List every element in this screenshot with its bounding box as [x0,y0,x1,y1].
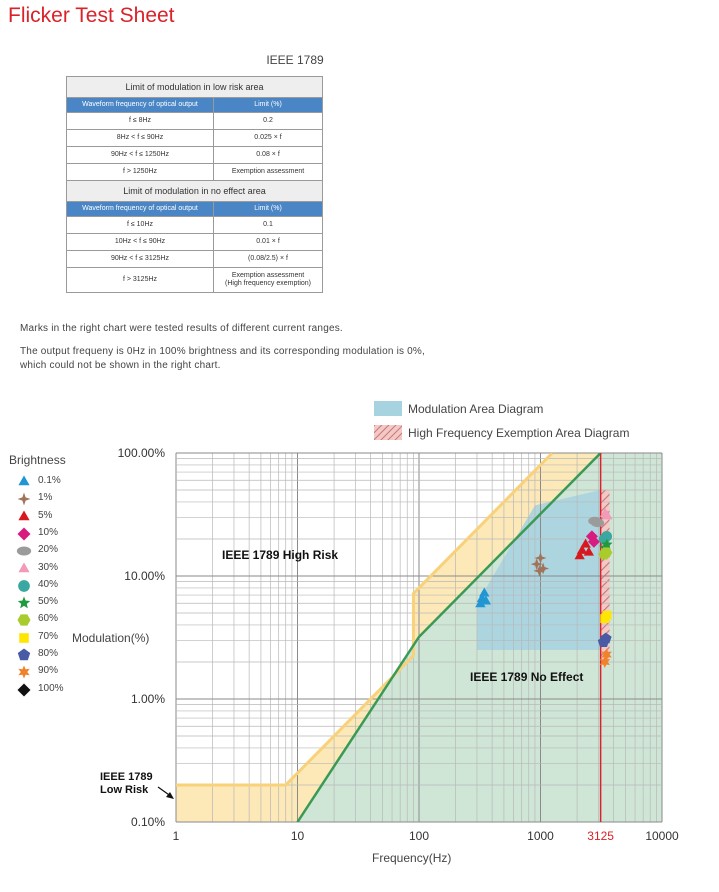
brightness-legend-label: 70% [38,630,59,642]
no-effect-label: IEEE 1789 No Effect [470,670,584,684]
table-cell-line: (High frequency exemption) [225,280,311,287]
table-cell: 90Hz < f ≤ 3125Hz [67,251,214,268]
y-tick-label: 0.10% [130,815,165,829]
table-cell: 90Hz < f ≤ 1250Hz [67,147,214,164]
brightness-legend-label: 10% [38,526,59,538]
modulation-area-label: Modulation Area Diagram [408,402,544,416]
table-cell: (0.08/2.5) × f [214,251,323,268]
brightness-legend-label: 20% [38,544,59,556]
table-cell: f ≤ 8Hz [67,113,214,130]
low-risk-title: Limit of modulation in low risk area [67,77,323,98]
x-tick-label: 1 [172,829,180,843]
table-cell: f > 1250Hz [67,164,214,181]
table-cell: 10Hz < f ≤ 90Hz [67,234,214,251]
table-cell: Exemption assessment [214,164,323,181]
brightness-legend-label: 5% [38,509,53,521]
x-tick-label: 3125 [587,829,614,843]
x-axis-title: Frequency(Hz) [372,851,452,865]
y-tick-label: 100.00% [117,446,165,460]
data-point [603,611,612,620]
x-tick-label: 100 [408,829,430,843]
brightness-legend-label: 30% [38,561,59,573]
note-marks: Marks in the right chart were tested results of different current ranges. [20,323,343,334]
y-tick-label: 10.00% [124,569,165,583]
table-cell: f > 3125Hz [67,268,214,293]
y-tick-label: 1.00% [130,692,165,706]
table-cell: 0.01 × f [214,234,323,251]
low-risk-label-line: IEEE 1789 [100,771,153,783]
high-risk-label: IEEE 1789 High Risk [222,548,339,562]
low-risk-label-line: Low Risk [100,784,149,796]
table-cell-line: Exemption assessment [231,271,305,279]
table-header-frequency: Waveform frequency of optical output [67,98,214,113]
page-title: Flicker Test Sheet [8,4,175,27]
note-output-frequency: The output frequeny is 0Hz in 100% brightness and its corresponding modulation is 0%, which could not be shown in the right chart. [20,346,426,371]
table-header-frequency: Waveform frequency of optical output [67,202,214,217]
table-cell: 8Hz < f ≤ 90Hz [67,130,214,147]
brightness-legend-label: 100% [38,682,64,694]
x-tick-label: 10 [290,829,305,843]
no-effect-title: Limit of modulation in no effect area [67,181,323,202]
brightness-legend-label: 1% [38,492,53,504]
table-cell: 0.025 × f [214,130,323,147]
table-header-limit: Limit (%) [214,98,323,113]
brightness-legend-label: 90% [38,665,59,677]
hf-exemption-label: High Frequency Exemption Area Diagram [408,426,630,440]
table-cell: f ≤ 10Hz [67,217,214,234]
brightness-legend-label: 0.1% [38,475,61,486]
table-cell: 0.08 × f [214,147,323,164]
data-point [591,519,604,527]
brightness-legend-label: 80% [38,648,59,659]
table-header-limit: Limit (%) [214,202,323,217]
table-cell: 0.1 [214,217,323,234]
brightness-title: Brightness [9,453,66,467]
standard-label: IEEE 1789 [266,53,324,67]
y-axis-title: Modulation(%) [72,631,150,645]
brightness-legend-label: 60% [38,613,59,625]
low-risk-label [100,771,153,797]
brightness-legend-label: 50% [38,596,59,608]
brightness-legend-label: 40% [38,578,59,590]
x-tick-label: 1000 [527,829,554,843]
table-cell: 0.2 [214,113,323,130]
x-tick-label: 10000 [645,829,679,843]
